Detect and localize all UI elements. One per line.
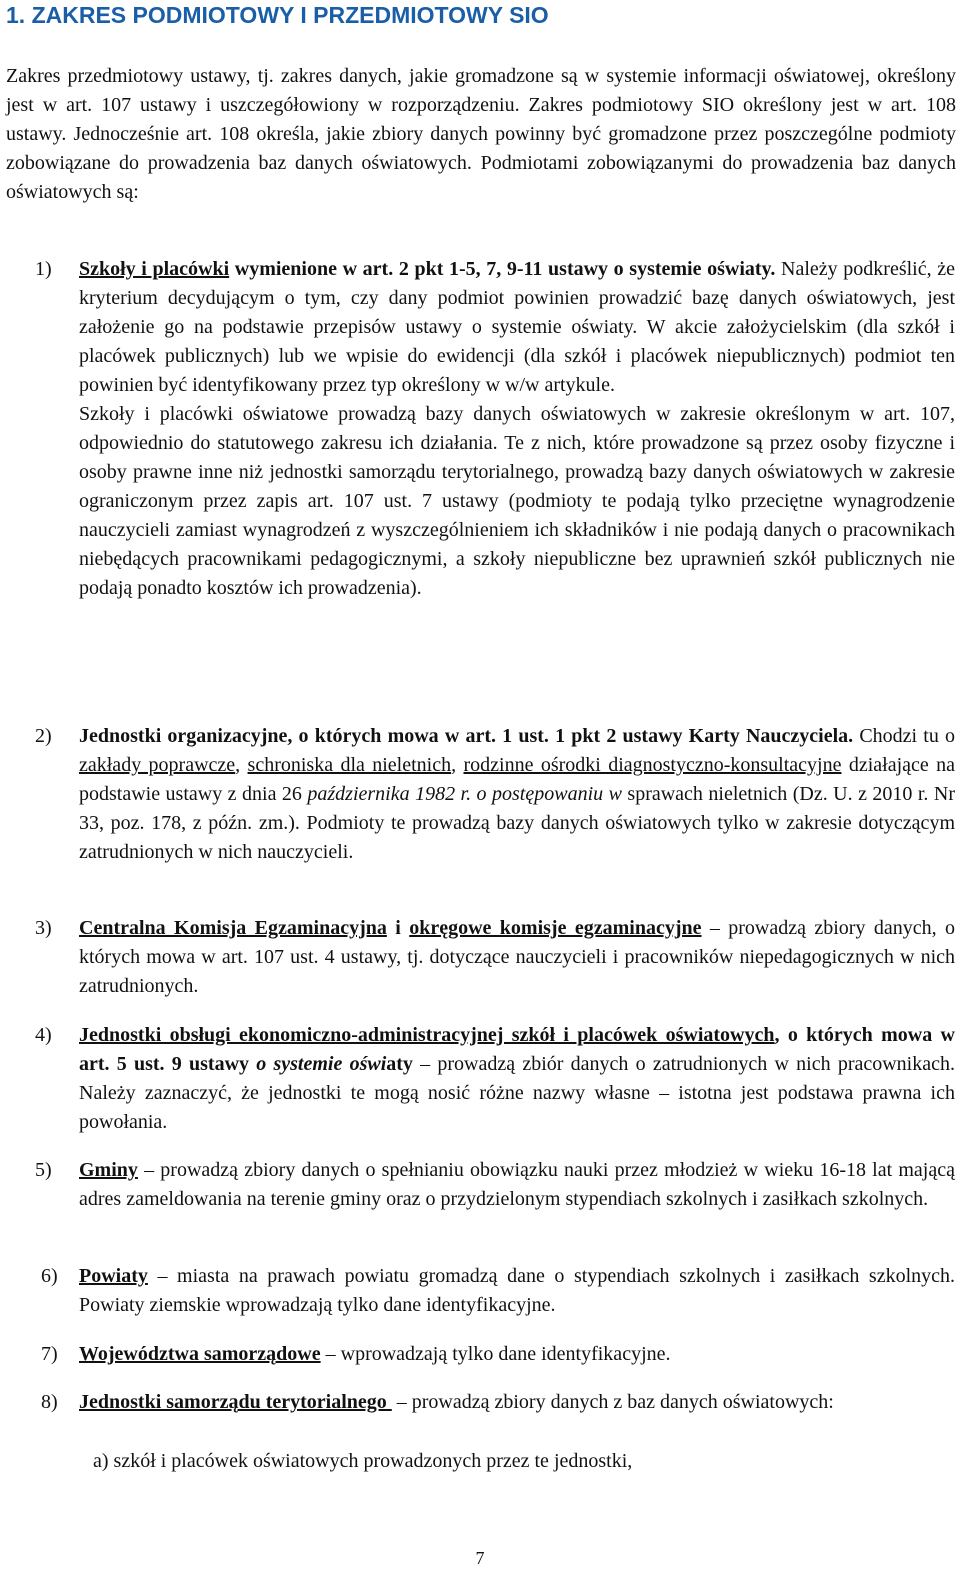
- list-item-number: 2): [35, 725, 52, 747]
- entity-name: Centralna Komisja Egzaminacyjna: [79, 917, 387, 939]
- act-title-end: aty: [386, 1053, 413, 1075]
- legal-reference: wymienione w art. 2 pkt 1-5, 7, 9-11 ustawy o systemie oświaty.: [229, 258, 776, 280]
- sub-list-item: a) szkół i placówek oświatowych prowadzonych przez te jednostki,: [93, 1450, 633, 1472]
- list-item-body: [79, 1021, 955, 1137]
- list-item-body: [79, 914, 955, 1001]
- item-text: – prowadzą zbiory danych z baz danych oświatowych:: [391, 1391, 834, 1413]
- entity-name: okręgowe komisje egzaminacyjne: [409, 917, 702, 939]
- separator: ,: [451, 754, 464, 776]
- entity-ref: zakłady poprawcze: [79, 754, 236, 776]
- intro-paragraph: Zakres przedmiotowy ustawy, tj. zakres danych, jakie gromadzone są w systemie informacji oświatowej, określony jest w art. 107 ustawy i uszczegółowiony w rozporządzeniu. Zakres podmiotowy SIO określony jest w art. 108 ustawy. Jednocześnie art. 108 określa, jakie zbiory danych powinny być gromadzone przez poszczególne podmioty zobowiązane do prowadzenia baz danych oświatowych. Podmiotami zobowiązanymi do prowadzenia baz danych oświatowych są:: [6, 65, 956, 203]
- list-item-number: 6): [41, 1265, 58, 1287]
- legal-reference: , o których mowa w art. 5 ust. 9 ustawy: [79, 1024, 955, 1075]
- entity-name: Powiaty: [79, 1265, 148, 1287]
- entity-ref: schroniska dla nieletnich: [247, 754, 452, 776]
- entity-name: Jednostki samorządu terytorialnego: [79, 1391, 392, 1413]
- list-item-number: 7): [41, 1343, 58, 1365]
- item-text: – prowadzą zbiory danych o spełnianiu obowiązku nauki przez młodzież w wieku 16-18 lat mającą adres zameldowania na terenie gminy oraz o przydzielonym stypendiach szkolnych i zasiłkach szkolnych.: [79, 1159, 955, 1210]
- list-item-number: 4): [35, 1024, 52, 1046]
- item-text: działające na podstawie ustawy z dnia 26: [79, 754, 956, 805]
- act-title: października 1982 r. o postępowaniu w: [307, 783, 622, 805]
- list-item-number: 3): [35, 917, 52, 939]
- act-title: o systemie oświ: [256, 1053, 387, 1075]
- list-item-body: [79, 1262, 955, 1320]
- entity-name: Szkoły i placówki: [79, 258, 230, 280]
- list-item-body: [79, 1340, 955, 1369]
- item-text: sprawach nieletnich (Dz. U. z 2010 r. Nr 33, poz. 178, z późn. zm.). Podmioty te prowadzą bazy danych oświatowych tylko w zakresie dotyczącym zatrudnionych w nich nauczycieli.: [79, 783, 955, 863]
- entity-ref: rodzinne ośrodki diagnostyczno-konsultacyjne: [463, 754, 842, 776]
- list-item-number: 8): [41, 1391, 58, 1413]
- item-text: – wprowadzają tylko dane identyfikacyjne.: [320, 1343, 671, 1365]
- item-text: Chodzi tu o: [853, 725, 955, 747]
- list-item-number: 1): [35, 258, 52, 280]
- entity-name: Województwa samorządowe: [79, 1343, 321, 1365]
- item-text-continued: Szkoły i placówki oświatowe prowadzą bazy danych oświatowych w zakresie określonym w art. 107, odpowiednio do statutowego zakresu ich działania. Te z nich, które prowadzone są przez osoby fizyczne i osoby prawne inne niż jednostki samorządu terytorialnego, prowadzą bazy danych oświatowych w zakresie ograniczonym przez zapis art. 107 ust. 7 ustawy (podmioty te podają tylko przeciętne wynagrodzenie nauczycieli zamiast wynagrodzeń z wyszczególnieniem ich składników i nie podają danych o pracownikach niebędących pracownikami pedagogicznymi, a szkoły niepubliczne bez uprawnień szkół publicznych nie podają ponadto kosztów ich prowadzenia).: [79, 403, 955, 599]
- item-text: – prowadzą zbiory danych, o których mowa w art. 107 ust. 4 ustawy, tj. dotyczące nauczycieli i pracowników niepedagogicznych w nich zatrudnionych.: [79, 917, 955, 997]
- entity-name: Jednostki organizacyjne, o których mowa w art. 1 ust. 1 pkt 2 ustawy Karty Nauczyciela.: [79, 725, 854, 747]
- list-item-body: [79, 255, 955, 603]
- page-number: 7: [475, 1548, 485, 1568]
- list-item-body: [79, 1388, 955, 1417]
- conjunction: i: [386, 917, 410, 939]
- list-item-number: 5): [35, 1159, 52, 1181]
- list-item-body: [79, 1156, 955, 1214]
- list-item-body: [79, 722, 955, 867]
- section-title: 1. ZAKRES PODMIOTOWY I PRZEDMIOTOWY SIO: [6, 2, 549, 28]
- item-text: – prowadzą zbiór danych o zatrudnionych w nich pracownikach. Należy zaznaczyć, że jednostki te mogą nosić różne nazwy własne – istotna jest podstawa prawna ich powołania.: [79, 1053, 955, 1133]
- separator: ,: [235, 754, 248, 776]
- item-text: – miasta na prawach powiatu gromadzą dane o stypendiach szkolnych i zasiłkach szkolnych. Powiaty ziemskie wprowadzają tylko dane identyfikacyjne.: [79, 1265, 955, 1316]
- item-text: Należy podkreślić, że kryterium decydującym o tym, czy dany podmiot powinien prowadzić bazę danych oświatowych, jest założenie go na podstawie przepisów ustawy o systemie oświaty. W akcie założycielskim (dla szkół i placówek publicznych) lub we wpisie do ewidencji (dla szkół i placówek niepublicznych) podmiot ten powinien być identyfikowany przez typ określony w w/w artykule.: [79, 258, 955, 396]
- entity-name: Jednostki obsługi ekonomiczno-administracyjnej szkół i placówek oświatowych: [79, 1024, 775, 1046]
- entity-name: Gminy: [79, 1159, 138, 1181]
